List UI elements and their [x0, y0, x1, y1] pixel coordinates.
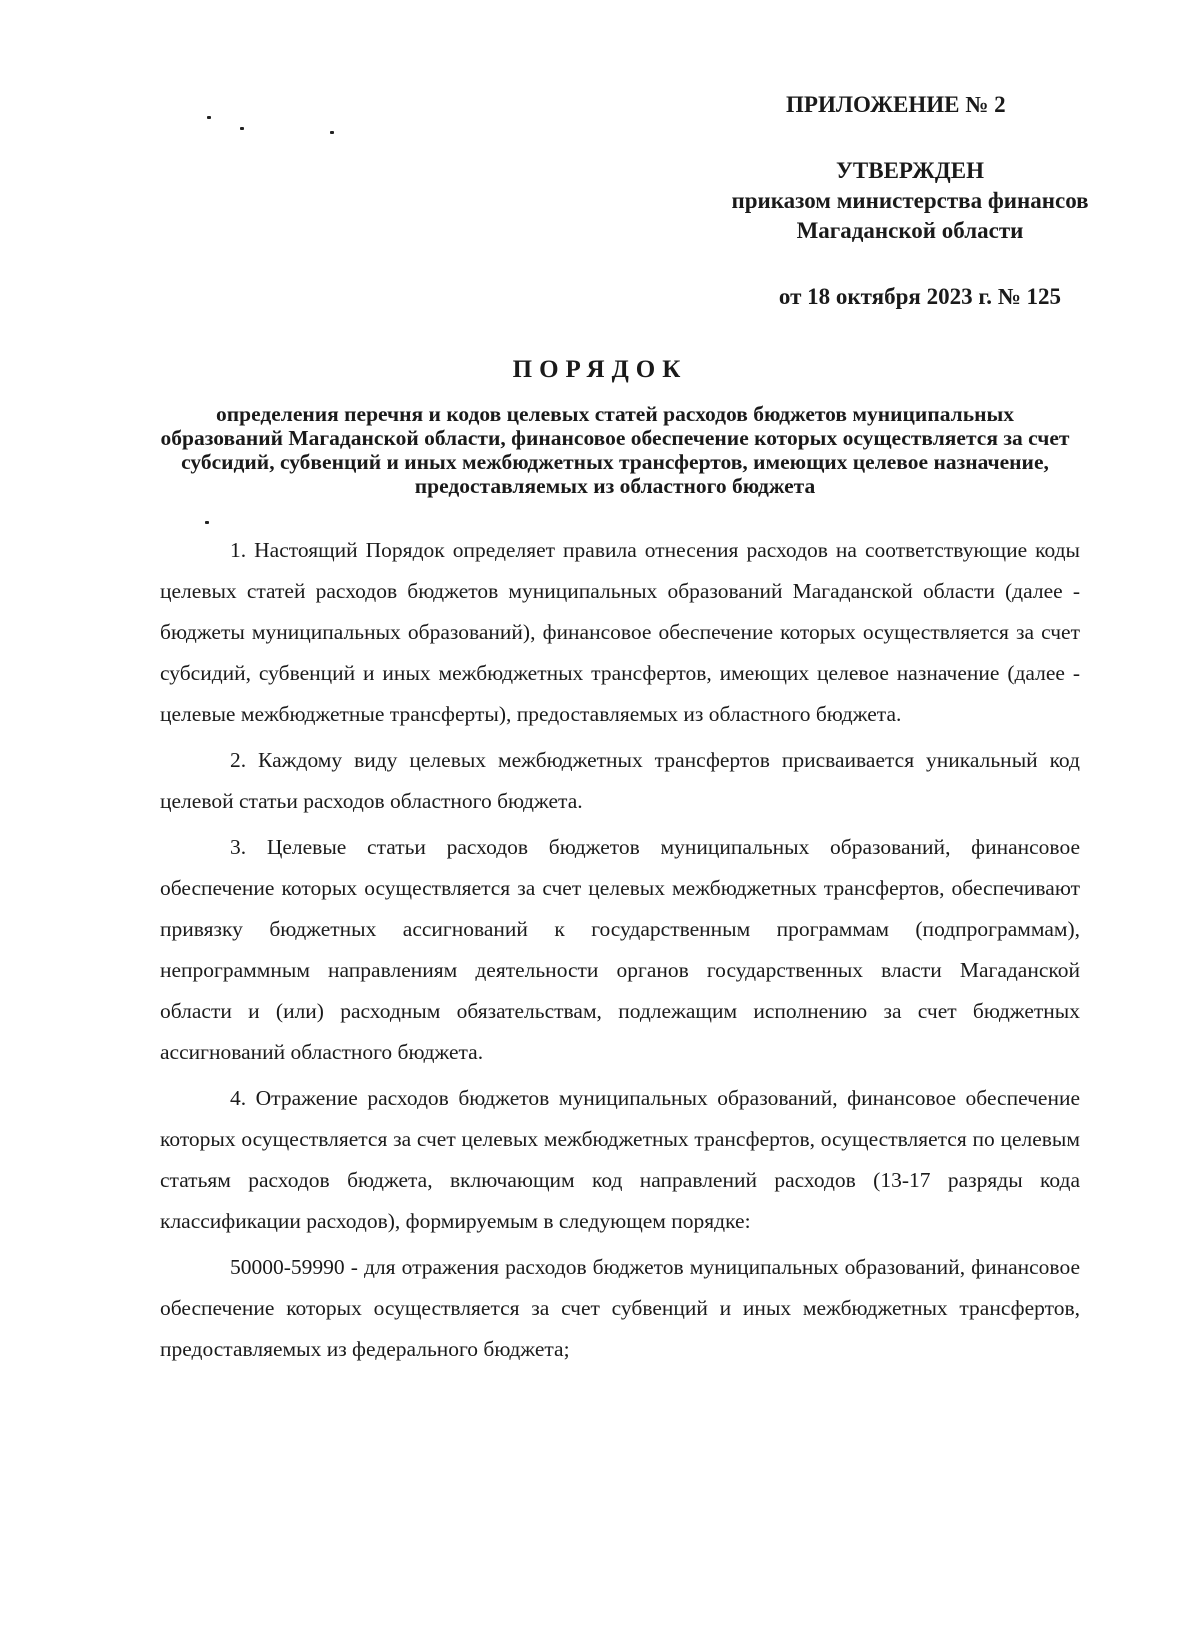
scan-speck: [205, 521, 209, 524]
order-date: от 18 октября 2023 г. № 125: [778, 284, 1062, 309]
paragraph-5: 50000-59990 - для отражения расходов бюджетов муниципальных образований, финансовое обеспечение которых осуществляется за счет субвенций и иных межбюджетных трансфертов, предоставляемых из федерального бюджета;: [160, 1255, 1080, 1361]
document-subtitle: определения перечня и кодов целевых статей расходов бюджетов муниципальных образований Магаданской области, финансовое обеспечение которых осуществляется за счет субсидий, субвенций и иных межбюджетных трансфертов, имеющих целевое назначение, предоставляемых из областного бюджета: [160, 402, 1070, 498]
approved-label: УТВЕРЖДЕН: [836, 158, 984, 183]
annex-number: ПРИЛОЖЕНИЕ № 2: [786, 92, 1006, 117]
scan-speck: [240, 127, 244, 130]
paragraph-3: 3. Целевые статьи расходов бюджетов муниципальных образований, финансовое обеспечение которых осуществляется за счет целевых межбюджетных трансфертов, обеспечивают привязку бюджетных ассигнований к государственным программам (подпрограммам), непрограммным направлениям деятельности органов государственных власти Магаданской области и (или) расходным обязательствам, подлежащим исполнению за счет бюджетных ассигнований областного бюджета.: [160, 835, 1080, 1064]
document-title: ПОРЯДОК: [512, 356, 688, 383]
paragraph-2: 2. Каждому виду целевых межбюджетных трансфертов присваивается уникальный код целевой статьи расходов областного бюджета.: [160, 748, 1080, 813]
approval-block: [700, 92, 1120, 310]
order-line-1: приказом министерства финансов: [731, 188, 1089, 213]
paragraph-1: 1. Настоящий Порядок определяет правила отнесения расходов на соответствующие коды целевых статей расходов бюджетов муниципальных образований Магаданской области (далее - бюджеты муниципальных образований), финансовое обеспечение которых осуществляется за счет субсидий, субвенций и иных межбюджетных трансфертов, имеющих целевое назначение (далее - целевые межбюджетные трансферты), предоставляемых из областного бюджета.: [160, 538, 1080, 726]
scan-speck: [207, 116, 211, 119]
scan-speck: [330, 131, 334, 134]
paragraph-4: 4. Отражение расходов бюджетов муниципальных образований, финансовое обеспечение которых осуществляется за счет целевых межбюджетных трансфертов, осуществляется по целевым статьям расходов бюджета, включающим код направлений расходов (13-17 разряды кода классификации расходов), формируемым в следующем порядке:: [160, 1086, 1080, 1233]
document-body: [160, 530, 1080, 1375]
order-line-2: Магаданской области: [796, 218, 1024, 243]
